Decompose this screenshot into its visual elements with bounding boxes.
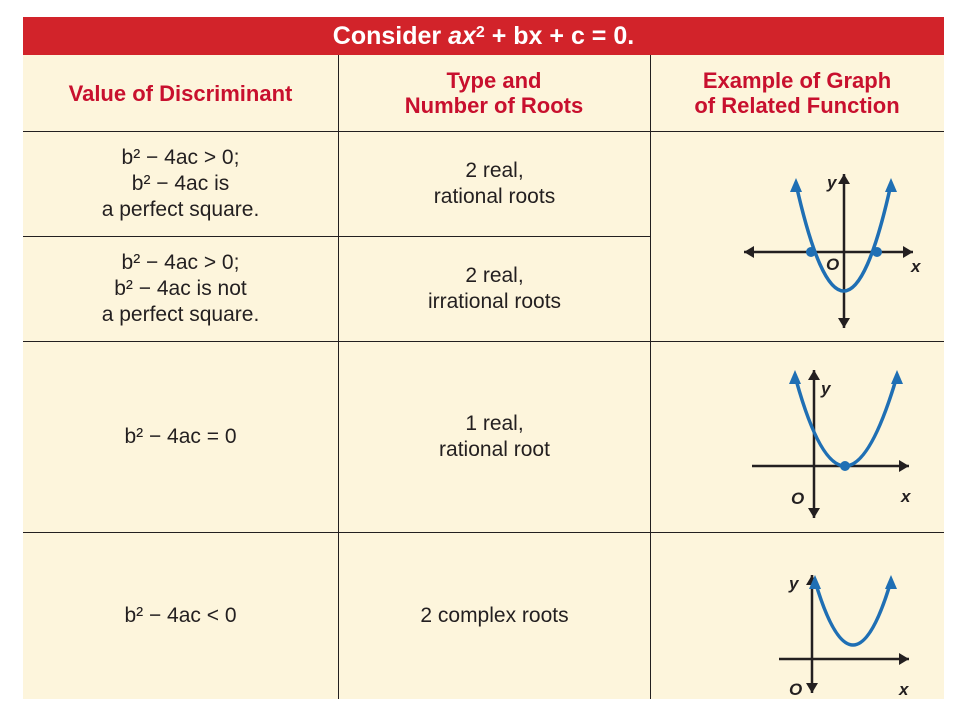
graph2-x-arrow-right xyxy=(899,460,909,472)
col-header-graph xyxy=(650,55,944,131)
title-rest: + bx + c = 0. xyxy=(484,21,635,50)
row2-condition xyxy=(23,237,338,341)
title-exponent: 2 xyxy=(475,24,485,41)
row2-condition-line3: a perfect square. xyxy=(101,303,260,326)
graph1-x-label: x xyxy=(911,257,921,276)
table-title xyxy=(23,17,944,55)
graph1-curve-arrow-left xyxy=(790,178,802,192)
graph2-parabola xyxy=(795,376,897,466)
col-header-discriminant xyxy=(23,55,338,131)
graph2-x-label: x xyxy=(901,487,911,506)
graph1-y-arrow-up xyxy=(838,174,850,184)
col-header-graph-line1: Example of Graph xyxy=(702,68,892,93)
row4-condition-line1: b² − 4ac < 0 xyxy=(124,604,237,627)
graph1-root-right xyxy=(872,247,882,257)
graph2-root xyxy=(840,461,850,471)
row2-roots-line2: irrational roots xyxy=(427,290,562,313)
row1-condition-line2: b² − 4ac is xyxy=(131,172,230,195)
graph2-y-arrow-up xyxy=(808,370,820,380)
row2-condition-line1: b² − 4ac > 0; xyxy=(121,251,240,274)
row1-roots xyxy=(339,132,650,236)
row3-roots-line2: rational root xyxy=(439,438,550,461)
graph2-origin-label: O xyxy=(791,489,805,508)
graph3-curve-arrow-right xyxy=(885,575,897,589)
row4-roots-line1: 2 complex roots xyxy=(420,604,569,627)
col-header-roots-line1: Type and xyxy=(446,68,542,93)
graph1-y-label: y xyxy=(827,173,837,192)
graph1-y-arrow-down xyxy=(838,318,850,328)
graph3-origin-label: O xyxy=(789,680,803,699)
row1-roots-line1: 2 real, xyxy=(465,159,524,182)
graph3-y-arrow-down xyxy=(806,683,818,693)
graph2-curve-arrow-right xyxy=(891,370,903,384)
graph1-origin-label: O xyxy=(826,255,840,274)
graph3-x-label: x xyxy=(899,680,909,699)
graph3-parabola xyxy=(815,581,891,645)
graph1-x-arrow-left xyxy=(744,246,754,258)
graph2-y-label: y xyxy=(821,379,831,398)
row1-condition-line1: b² − 4ac > 0; xyxy=(121,146,240,169)
col-header-discriminant-label: Value of Discriminant xyxy=(68,80,293,106)
row2-roots-line1: 2 real, xyxy=(465,264,524,287)
row2-condition-line2: b² − 4ac is not xyxy=(114,277,247,300)
discriminant-table xyxy=(23,17,944,699)
graph-two-real-roots xyxy=(651,132,944,341)
graph1-curve-arrow-right xyxy=(885,178,897,192)
row4-roots xyxy=(339,533,650,699)
graph3-x-arrow-right xyxy=(899,653,909,665)
row3-condition xyxy=(23,342,338,532)
row1-roots-line2: rational roots xyxy=(433,185,556,208)
row1-condition xyxy=(23,132,338,236)
graph3-y-label: y xyxy=(789,574,799,593)
col-header-roots-line2: Number of Roots xyxy=(404,93,584,118)
row3-roots xyxy=(339,342,650,532)
graph-complex-roots xyxy=(651,533,944,699)
row2-roots xyxy=(339,237,650,341)
graph1-root-left xyxy=(806,247,816,257)
row3-roots-line1: 1 real, xyxy=(465,412,524,435)
graph2-curve-arrow-left xyxy=(789,370,801,384)
row4-condition xyxy=(23,533,338,699)
row1-condition-line3: a perfect square. xyxy=(101,198,260,221)
graph2-y-arrow-down xyxy=(808,508,820,518)
col-header-roots xyxy=(338,55,650,131)
row3-condition-line1: b² − 4ac = 0 xyxy=(124,425,237,448)
title-ax: ax xyxy=(448,21,476,50)
col-header-graph-line2: of Related Function xyxy=(694,93,900,118)
title-prefix: Consider xyxy=(332,21,449,50)
graph-one-real-root xyxy=(651,342,944,532)
